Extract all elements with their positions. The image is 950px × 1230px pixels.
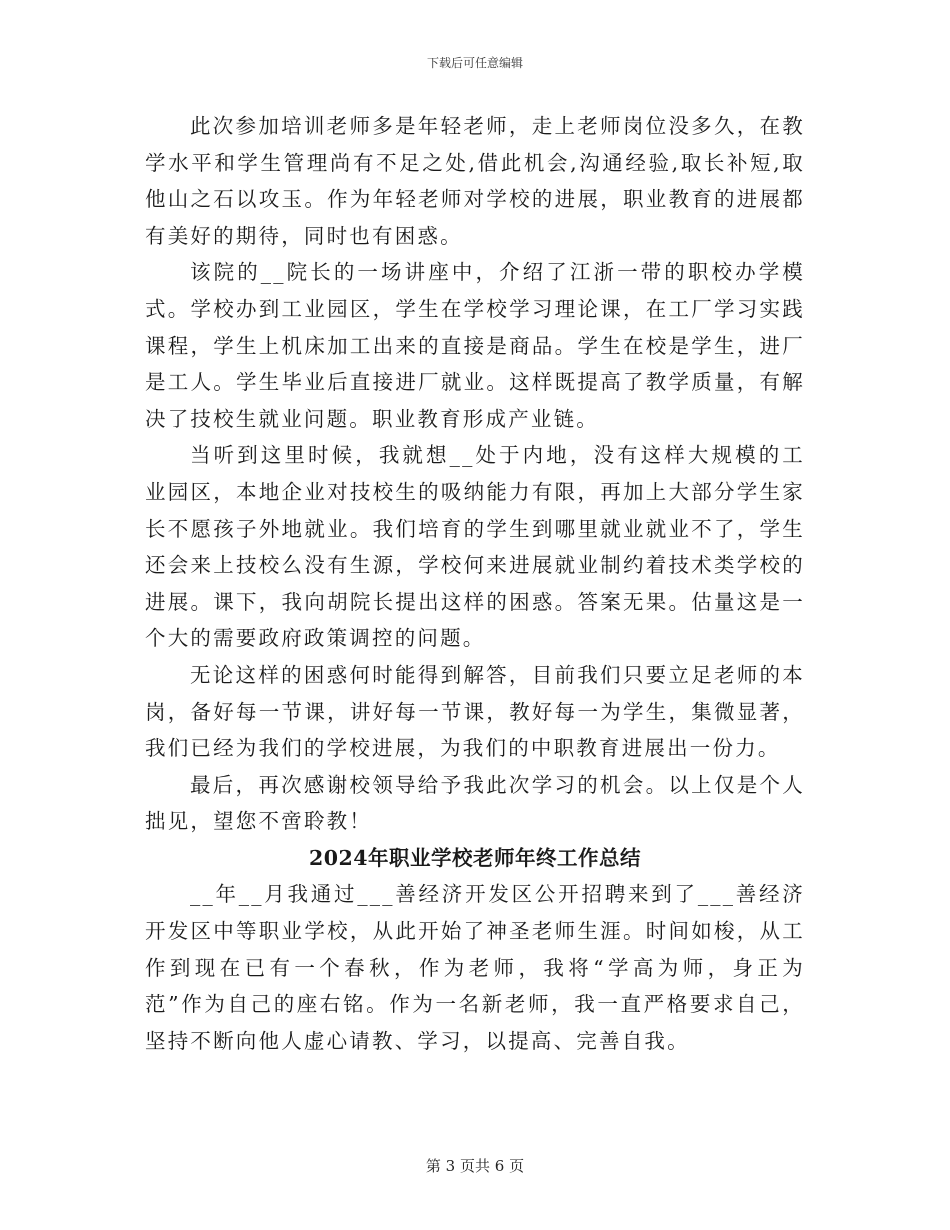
page-header: 下载后可任意编辑 — [426, 56, 523, 70]
page-footer: 第 3 页共 6 页 — [425, 1157, 525, 1175]
paragraph: 最后，再次感谢校领导给予我此次学习的机会。以上仅是个人拙见，望您不啻聆教！ — [145, 772, 805, 834]
paragraph: __年__月我通过___善经济开发区公开招聘来到了___善经济开发区中等职业学校，从此开始了神圣老师生涯。时间如梭，从工作到现在已有一个春秋，作为老师，我将“学高为师，身正为范”作为自己的座右铭。作为一名新老师，我一直严格要求自己，坚持不断向他人虚心请教、学习，以提高、完善自我。 — [145, 882, 805, 1053]
paragraph: 无论这样的困惑何时能得到解答，目前我们只要立足老师的本岗，备好每一节课，讲好每一节课，教好每一为学生，集微显著，我们已经为我们的学校进展，为我们的中职教育进展出一份力。 — [145, 662, 805, 761]
paragraph: 当听到这里时候，我就想__处于内地，没有这样大规模的工业园区，本地企业对技校生的吸纳能力有限，再加上大部分学生家长不愿孩子外地就业。我们培育的学生到哪里就业就业不了，学生还会来上技校么没有生源，学校何来进展就业制约着技术类学校的进展。课下，我向胡院长提出这样的困惑。答案无果。估量这是一个大的需要政府政策调控的问题。 — [145, 443, 805, 651]
paragraph: 该院的__院长的一场讲座中，介绍了江浙一带的职校办学模式。学校办到工业园区，学生在学校学习理论课，在工厂学习实践课程，学生上机床加工出来的直接是商品。学生在校是学生，进厂是工人。学生毕业后直接进厂就业。这样既提高了教学质量，有解决了技校生就业问题。职业教育形成产业链。 — [145, 260, 805, 431]
section-title: 2024年职业学校老师年终工作总结 — [308, 845, 642, 870]
document-body — [145, 108, 805, 1059]
paragraph: 此次参加培训老师多是年轻老师，走上老师岗位没多久，在教学水平和学生管理尚有不足之处,借此机会,沟通经验,取长补短,取他山之石以攻玉。作为年轻老师对学校的进展，职业教育的进展都有美好的期待，同时也有困惑。 — [145, 114, 805, 248]
